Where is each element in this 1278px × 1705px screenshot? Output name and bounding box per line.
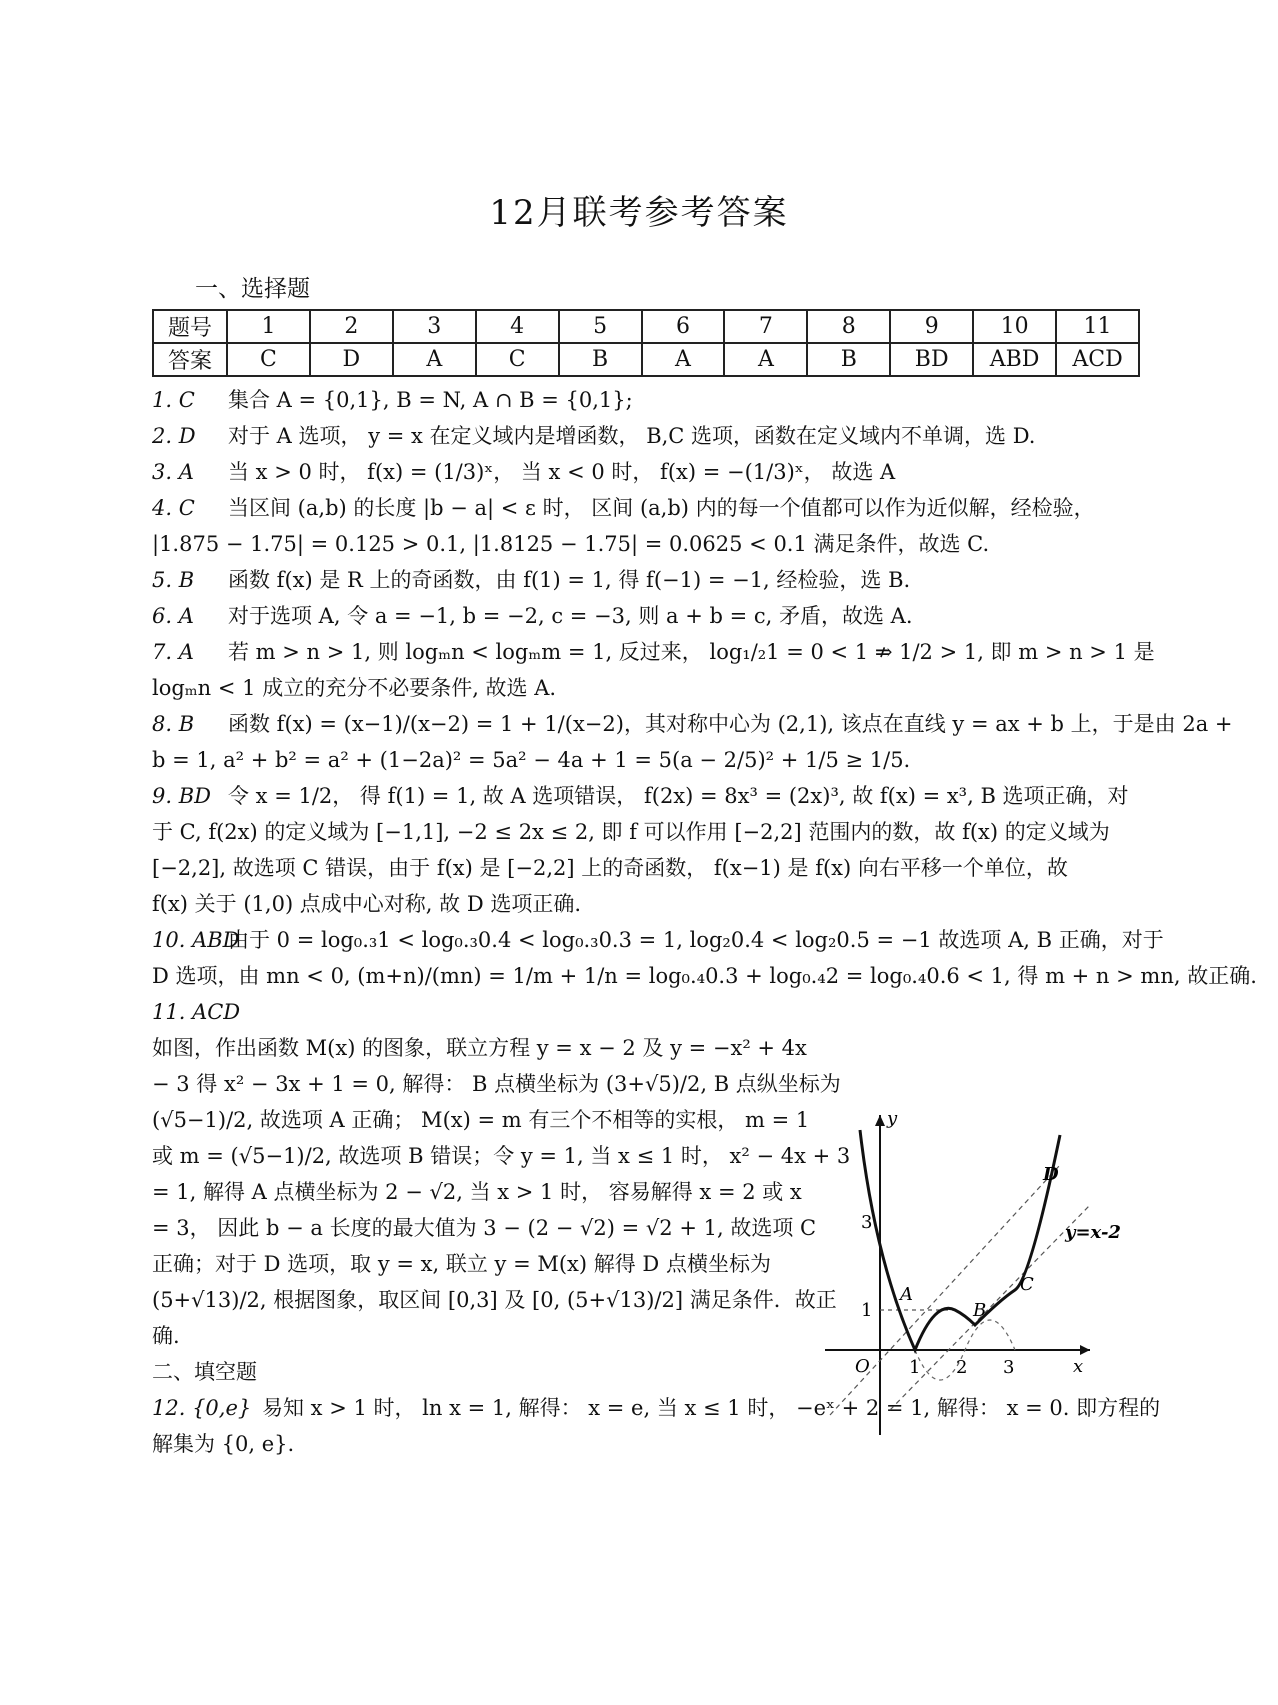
axis-label-x: x	[1073, 1356, 1084, 1377]
item-number: 9. BD	[152, 784, 211, 808]
axis-label-y: y	[887, 1110, 898, 1129]
function-curve	[860, 1130, 1060, 1350]
item-text: 若 m > n > 1, 则 logₘn < logₘm = 1, 反过来， log₁/₂1 = 0 < 1 ⇏ 1/2 > 1, 即 m > n > 1 是	[228, 640, 1155, 664]
x-axis-arrow	[1080, 1345, 1090, 1355]
item-text: 令 x = 1/2， 得 f(1) = 1, 故 A 选项错误， f(2x) = 8x³ = (2x)³, 故 f(x) = x³, B 选项正确，对	[228, 784, 1129, 808]
solution-11-line: 确.	[152, 1324, 180, 1348]
solution-4	[152, 490, 1142, 526]
solution-8-cont: b = 1, a² + b² = a² + (1−2a)² = 5a² − 4a + 1 = 5(a − 2/5)² + 1/5 ≥ 1/5.	[152, 748, 911, 772]
solution-10	[152, 922, 1164, 958]
item-text: 集合 A = {0,1}, B = N, A ∩ B = {0,1};	[228, 388, 633, 412]
table-cell: 7	[724, 310, 807, 343]
point-label-c: C	[1020, 1274, 1034, 1295]
answer-table	[152, 309, 1140, 377]
table-cell: ABD	[973, 343, 1056, 376]
table-cell: 5	[559, 310, 642, 343]
table-cell: D	[310, 343, 393, 376]
item-text: 对于选项 A, 令 a = −1, b = −2, c = −3, 则 a + b = c, 矛盾，故选 A.	[228, 604, 913, 628]
origin-label: O	[855, 1356, 870, 1377]
solution-11-line: 正确；对于 D 选项，取 y = x, 联立 y = M(x) 解得 D 点横坐标为	[152, 1252, 771, 1276]
solution-5	[152, 562, 1142, 598]
page-title: 12月联考参考答案	[489, 193, 789, 233]
table-cell: 9	[890, 310, 973, 343]
table-cell: C	[476, 343, 559, 376]
table-cell: 2	[310, 310, 393, 343]
table-cell: 10	[973, 310, 1056, 343]
item-number: 12. {0,e}	[152, 1396, 252, 1420]
tick-label-x3: 3	[1003, 1357, 1015, 1378]
item-number: 3. A	[152, 460, 194, 484]
point-label-b: B	[973, 1300, 987, 1321]
item-text: 函数 f(x) = (x−1)/(x−2) = 1 + 1/(x−2)，其对称中心为 (2,1), 该点在直线 y = ax + b 上，于是由 2a +	[228, 712, 1233, 736]
section-heading-fill: 二、填空题	[152, 1360, 257, 1384]
item-number: 10. ABD	[152, 928, 240, 952]
tick-label-x1: 1	[909, 1357, 921, 1378]
solution-11-line: = 3， 因此 b − a 长度的最大值为 3 − (2 − √2) = √2 + 1, 故选项 C	[152, 1216, 817, 1240]
table-cell: ACD	[1056, 343, 1139, 376]
item-number: 6. A	[152, 604, 194, 628]
solution-11-line: − 3 得 x² − 3x + 1 = 0, 解得： B 点横坐标为 (3+√5)/2, B 点纵坐标为	[152, 1072, 841, 1096]
solution-2	[152, 418, 1142, 454]
table-row-numbers	[153, 310, 1139, 343]
y-axis-arrow	[875, 1115, 885, 1126]
solution-10-cont: D 选项，由 mn < 0, (m+n)/(mn) = 1/m + 1/n = log₀.₄0.3 + log₀.₄2 = log₀.₄0.6 < 1, 得 m + n > mn, 故正确.	[152, 964, 1257, 988]
table-cell: C	[227, 343, 310, 376]
solution-8	[152, 706, 1233, 742]
table-cell: 8	[807, 310, 890, 343]
table-cell: B	[559, 343, 642, 376]
item-text: 易知 x > 1 时， ln x = 1, 解得： x = e, 当 x ≤ 1 时， −eˣ + 2 = 1, 解得： x = 0. 即方程的	[262, 1396, 1161, 1420]
item-text: 对于 A 选项， y = x 在定义域内是增函数， B,C 选项，函数在定义域内不单调，选 D.	[228, 424, 1036, 448]
solution-11-line: 如图，作出函数 M(x) 的图象，联立方程 y = x − 2 及 y = −x² + 4x	[152, 1036, 807, 1060]
solution-11-line: = 1, 解得 A 点横坐标为 2 − √2, 当 x > 1 时， 容易解得 x = 2 或 x	[152, 1180, 802, 1204]
point-label-a: A	[900, 1284, 913, 1305]
solution-1	[152, 382, 1142, 418]
table-cell: 6	[642, 310, 725, 343]
table-cell: 11	[1056, 310, 1139, 343]
tick-label-y3: 3	[861, 1212, 873, 1233]
item-number: 7. A	[152, 640, 194, 664]
item-text: 由于 0 = log₀.₃1 < log₀.₃0.4 < log₀.₃0.3 = 1, log₂0.4 < log₂0.5 = −1 故选项 A, B 正确，对于	[228, 928, 1164, 952]
solution-9-cont: [−2,2], 故选项 C 错误，由于 f(x) 是 [−2,2] 上的奇函数， f(x−1) 是 f(x) 向右平移一个单位，故	[152, 856, 1068, 880]
solution-12-cont: 解集为 {0, e}.	[152, 1432, 295, 1456]
function-graph	[815, 1110, 1135, 1445]
table-cell: 4	[476, 310, 559, 343]
table-cell: 1	[227, 310, 310, 343]
solution-11-line: (√5−1)/2, 故选项 A 正确； M(x) = m 有三个不相等的实根， m = 1	[152, 1108, 810, 1132]
line-label: y=x-2	[1065, 1222, 1121, 1243]
solution-11-line: 或 m = (√5−1)/2, 故选项 B 错误；令 y = 1, 当 x ≤ 1 时， x² − 4x + 3	[152, 1144, 851, 1168]
item-number: 4. C	[152, 496, 195, 520]
table-header-cell: 答案	[153, 343, 227, 376]
solution-4-cont: |1.875 − 1.75| = 0.125 > 0.1, |1.8125 − 1.75| = 0.0625 < 0.1 满足条件，故选 C.	[152, 532, 990, 556]
item-number: 1. C	[152, 388, 195, 412]
item-number: 8. B	[152, 712, 195, 736]
item-number: 2. D	[152, 424, 196, 448]
solution-3	[152, 454, 1142, 490]
table-cell: B	[807, 343, 890, 376]
table-cell: A	[724, 343, 807, 376]
solution-11	[152, 994, 851, 1354]
solution-9-cont: 于 C, f(2x) 的定义域为 [−1,1], −2 ≤ 2x ≤ 2, 即 f 可以作用 [−2,2] 范围内的数，故 f(x) 的定义域为	[152, 820, 1110, 844]
tick-label-y1: 1	[861, 1300, 873, 1321]
dashed-line-y-x-2	[890, 1205, 1090, 1410]
solution-9-cont: f(x) 关于 (1,0) 点成中心对称, 故 D 选项正确.	[152, 892, 582, 916]
solution-7-cont: logₘn < 1 成立的充分不必要条件, 故选 A.	[152, 676, 557, 700]
solution-6	[152, 598, 1142, 634]
solution-11-line: (5+√13)/2, 根据图象，取区间 [0,3] 及 [0, (5+√13)/2] 满足条件．故正	[152, 1288, 837, 1312]
tick-label-x2: 2	[956, 1357, 968, 1378]
item-text: 函数 f(x) 是 R 上的奇函数，由 f(1) = 1, 得 f(−1) = −1, 经检验，选 B.	[228, 568, 911, 592]
solution-9	[152, 778, 1142, 814]
section-heading-choice: 一、选择题	[195, 276, 310, 302]
point-label-d: D	[1043, 1164, 1059, 1185]
table-cell: A	[642, 343, 725, 376]
table-cell: 3	[393, 310, 476, 343]
item-number: 11. ACD	[152, 1000, 241, 1024]
table-cell: BD	[890, 343, 973, 376]
table-row-answers	[153, 343, 1139, 376]
solution-7	[152, 634, 1155, 670]
item-number: 5. B	[152, 568, 195, 592]
table-header-cell: 题号	[153, 310, 227, 343]
table-cell: A	[393, 343, 476, 376]
item-text: 当 x > 0 时， f(x) = (1/3)ˣ， 当 x < 0 时， f(x) = −(1/3)ˣ， 故选 A	[228, 460, 896, 484]
item-text: 当区间 (a,b) 的长度 |b − a| < ε 时， 区间 (a,b) 内的每一个值都可以作为近似解，经检验，	[228, 496, 1095, 520]
